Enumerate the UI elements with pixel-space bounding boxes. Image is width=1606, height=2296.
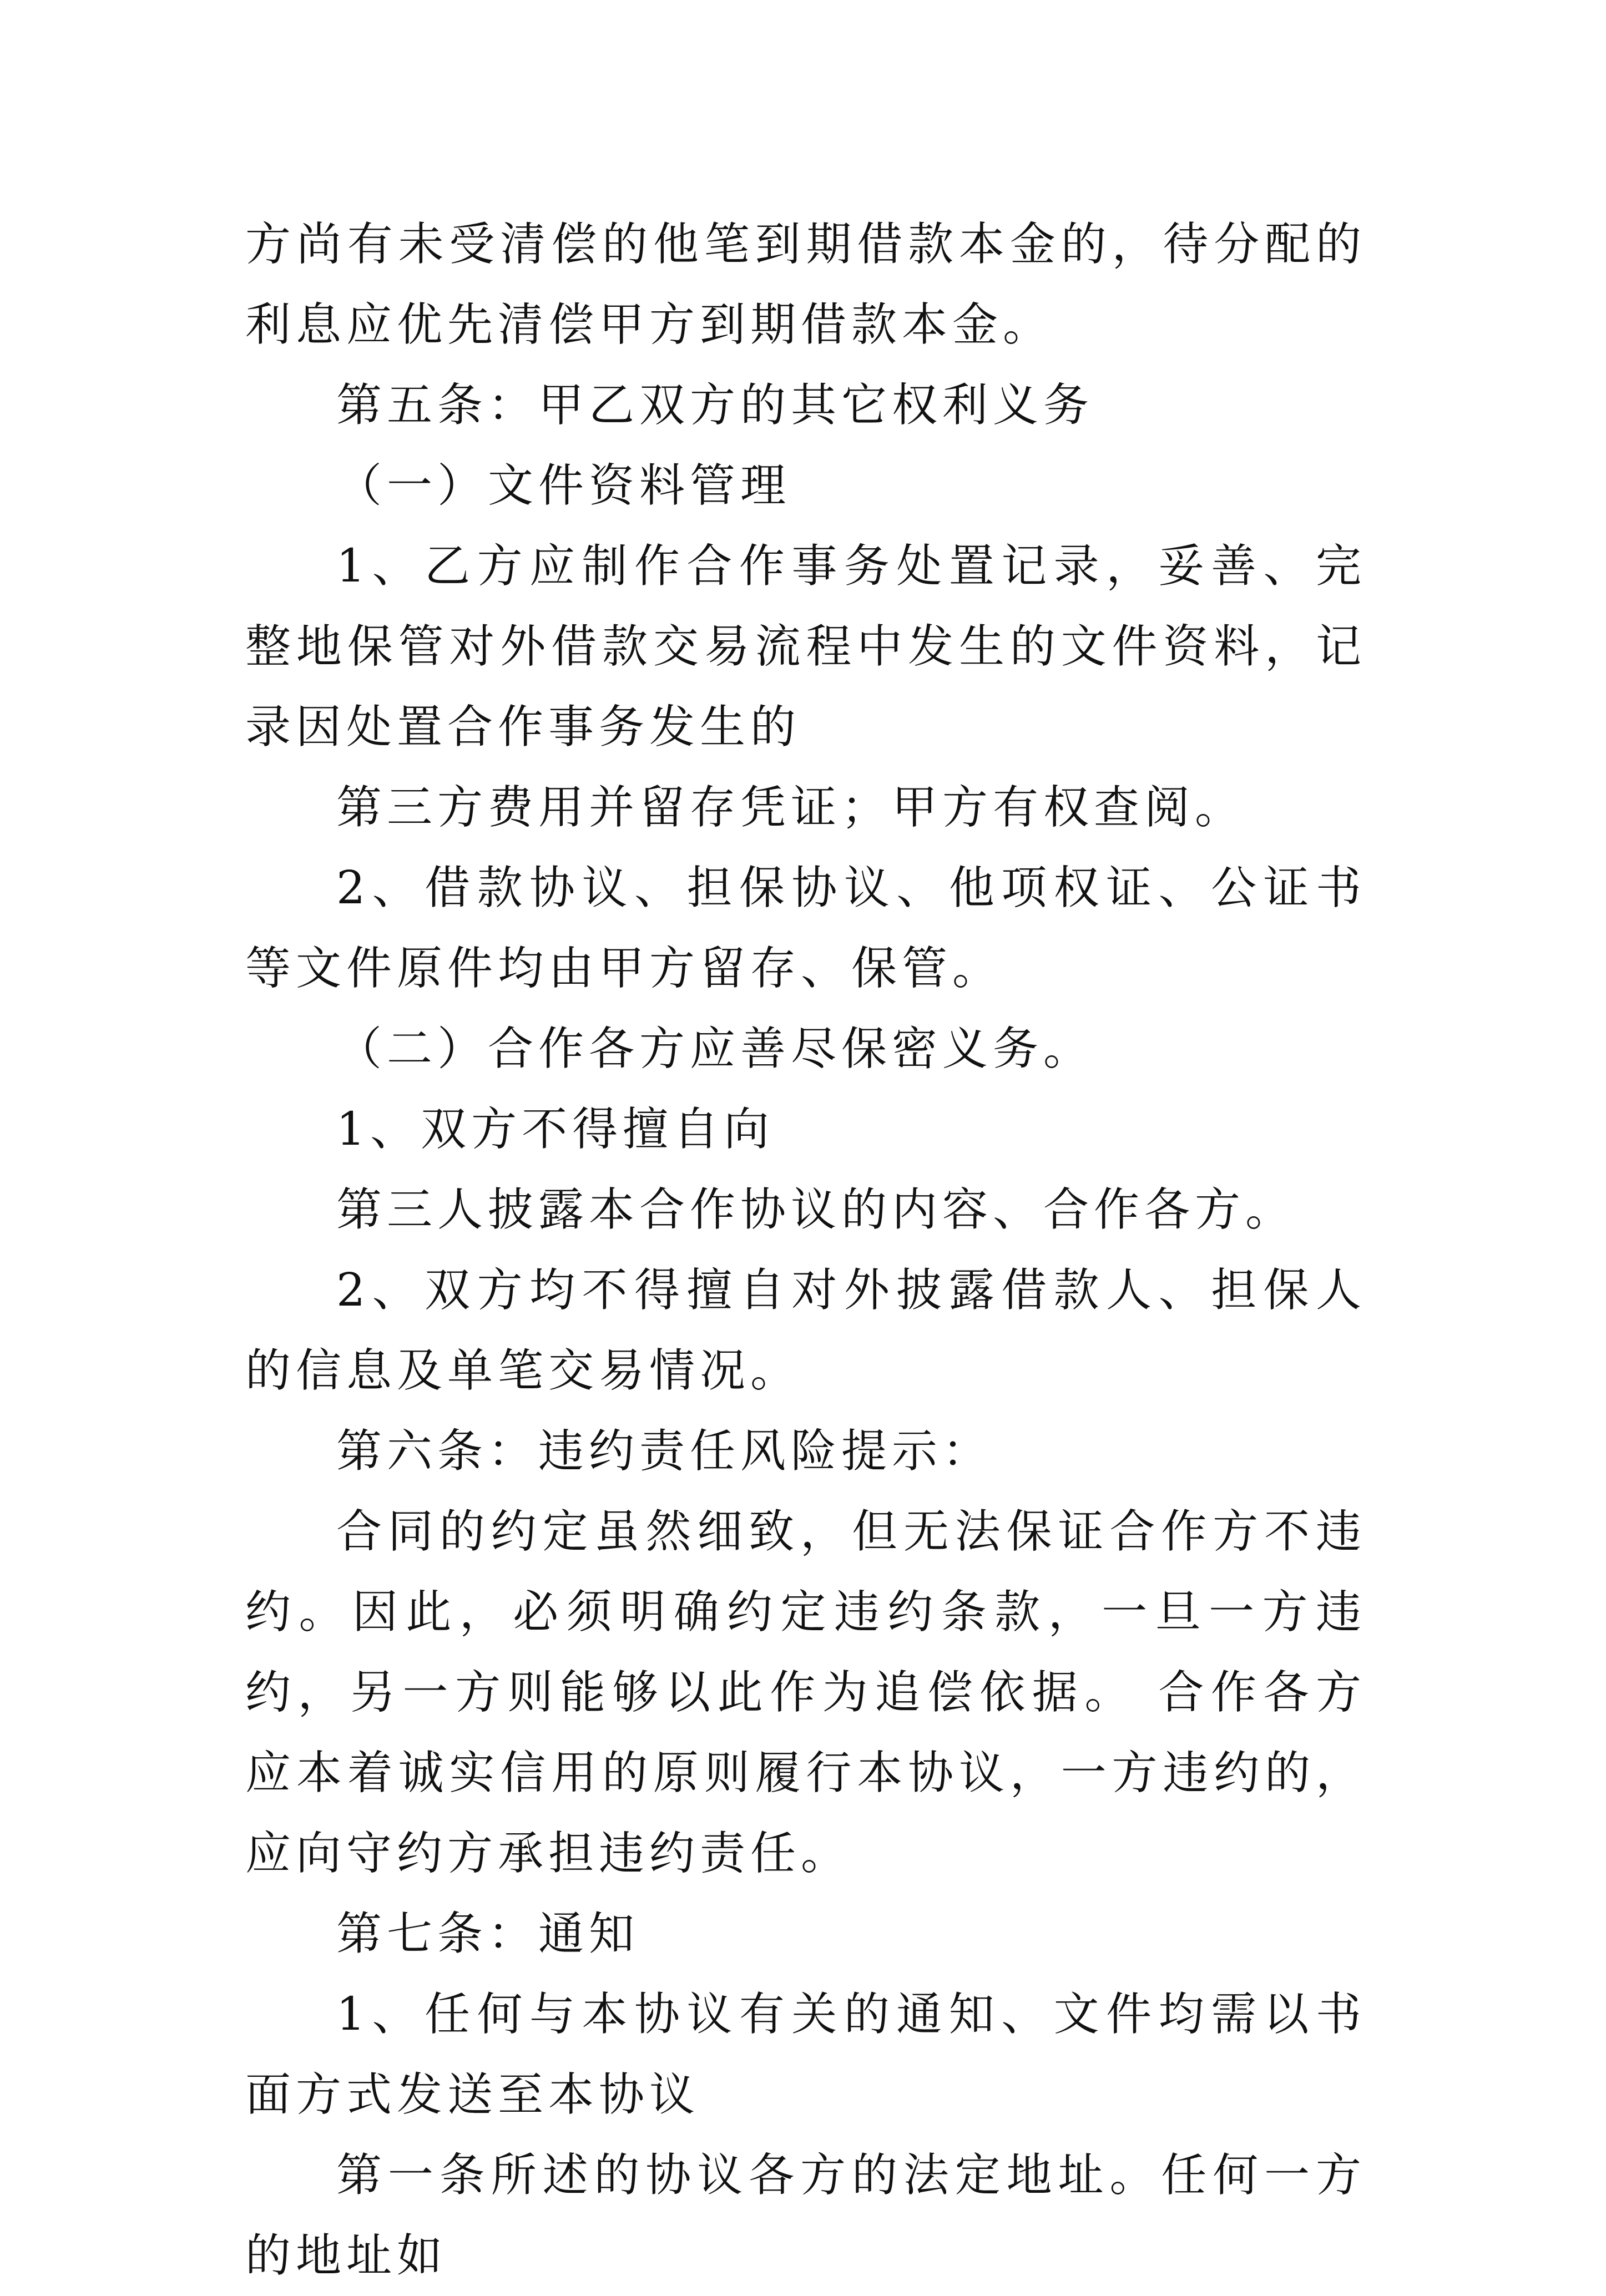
article-5-heading: 第五条：甲乙双方的其它权利义务: [336, 379, 1094, 432]
paragraph-notice-address: 第一条所述的协议各方的法定地址。任何一方的地址如: [245, 2149, 1366, 2282]
section-1-heading: （一）文件资料管理: [336, 459, 791, 512]
section-2-heading: （二）合作各方应善尽保密义务。: [336, 1023, 1094, 1075]
paragraph-confidentiality-1: 1、双方不得擅自向: [336, 1103, 775, 1156]
article-6-heading: 第六条：违约责任风险提示：: [336, 1425, 993, 1478]
document-body: [245, 204, 1366, 2296]
paragraph-record-keeping: 1、乙方应制作合作事务处置记录，妥善、完整地保管对外借款交易流程中发生的文件资料，记录因处置合作事务发生的: [245, 540, 1366, 753]
paragraph-third-party-fees: 第三方费用并留存凭证；甲方有权查阅。: [336, 781, 1246, 834]
paragraph-continued: 方尚有未受清偿的他笔到期借款本金的，待分配的利息应优先清偿甲方到期借款本金。: [245, 218, 1366, 351]
paragraph-confidentiality-1-cont: 第三人披露本合作协议的内容、合作各方。: [336, 1184, 1296, 1236]
paragraph-notice-1: 1、任何与本协议有关的通知、文件均需以书面方式发送至本协议: [245, 1988, 1366, 2121]
paragraph-breach-liability: 合同的约定虽然细致，但无法保证合作方不违约。因此，必须明确约定违约条款，一旦一方违约，另一方则能够以此作为追偿依据。 合作各方应本着诚实信用的原则履行本协议，一方违约的，应向守约方承担违约责任。: [245, 1505, 1366, 1880]
paragraph-original-documents: 2、借款协议、担保协议、他项权证、公证书等文件原件均由甲方留存、保管。: [245, 862, 1366, 995]
paragraph-confidentiality-2: 2、双方均不得擅自对外披露借款人、担保人的信息及单笔交易情况。: [245, 1264, 1366, 1397]
article-7-heading: 第七条：通知: [336, 1908, 640, 1960]
